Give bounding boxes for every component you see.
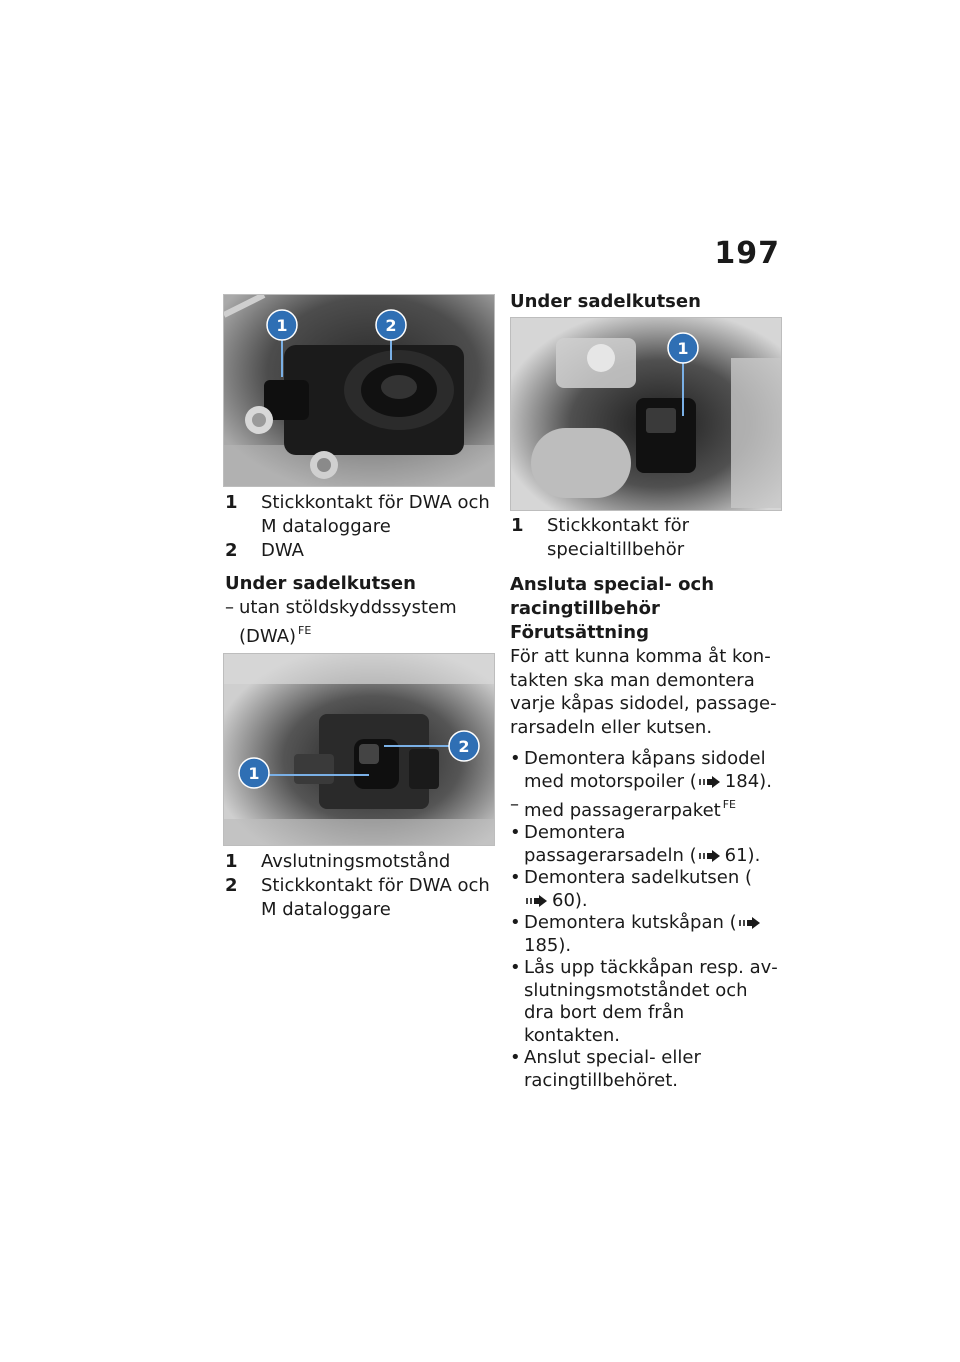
dash-mark: –: [225, 597, 234, 618]
bullet-mark: •: [510, 867, 521, 888]
page-reference-arrow-icon: [739, 917, 761, 929]
step-item: [510, 867, 778, 912]
bullet-mark: •: [510, 748, 521, 769]
page-reference[interactable]: 184: [724, 770, 760, 792]
step-tail: ).: [574, 889, 588, 911]
condition-text: med passagerarpaket: [524, 800, 721, 821]
page-reference-arrow-icon: [699, 850, 721, 862]
step-text: Anslut special- eller racingtillbehöret.: [524, 1047, 701, 1091]
step-item: [510, 912, 778, 957]
figure-3-photo: [510, 317, 782, 511]
page-reference-arrow-icon: [699, 776, 721, 788]
step-item: [510, 957, 778, 1047]
figure-1-callout-1: 1: [276, 316, 288, 335]
step-text: Demontera passagerarsadeln (: [524, 822, 697, 866]
legend-text: DWA: [261, 540, 304, 561]
legend-text: Stickkontakt för specialtillbehör: [547, 515, 690, 560]
legend-number: 1: [225, 851, 238, 872]
step-item: [510, 748, 778, 793]
section-subheading: Förutsättning: [510, 622, 649, 643]
step-text: Lås upp täckkåpan resp. avslutningsmotståndet och dra bort dem från kontakten.: [524, 957, 778, 1046]
figure-3-callout-1: 1: [677, 339, 689, 358]
figure-2-photo: [223, 653, 495, 846]
figure-2-legend: [225, 850, 490, 922]
figure-1-photo: [223, 294, 495, 487]
legend-text: Avslutningsmotstånd: [261, 851, 451, 872]
page-reference[interactable]: 60: [552, 889, 575, 911]
figure-3-legend: [511, 514, 779, 562]
page-reference[interactable]: 185: [524, 934, 559, 956]
bullet-mark: •: [510, 957, 521, 978]
condition-superscript: FE: [722, 798, 736, 811]
step-text: Demontera kåpans sidodel med motorspoiler (: [524, 748, 766, 792]
legend-item: [511, 514, 779, 562]
figure-1-legend: [225, 491, 490, 563]
legend-item: [225, 850, 490, 874]
legend-number: 2: [225, 875, 238, 896]
legend-number: 1: [225, 492, 238, 513]
legend-item: [225, 539, 490, 563]
condition-superscript: FE: [298, 624, 312, 637]
legend-item: [225, 491, 490, 539]
bullet-mark: •: [510, 912, 521, 933]
figure-2-callout-2: 2: [458, 737, 470, 756]
bullet-mark: •: [510, 822, 521, 843]
figure-1-callout-2: 2: [385, 316, 397, 335]
dash-mark: –: [510, 794, 519, 815]
section-1: [225, 572, 493, 648]
step-text: Demontera sadelkutsen (: [524, 867, 753, 888]
figure-2-callout-1: 1: [248, 764, 260, 783]
section-heading: Under sadelkutsen: [225, 573, 416, 594]
section-2-heading: Under sadelkutsen: [510, 291, 701, 312]
legend-number: 2: [225, 540, 238, 561]
step-tail: ).: [747, 844, 761, 866]
page-reference[interactable]: 61: [724, 844, 748, 866]
step-item: [510, 1047, 778, 1092]
legend-number: 1: [511, 515, 524, 536]
bullet-mark: •: [510, 1047, 521, 1068]
page-reference-arrow-icon: [526, 895, 548, 907]
step-item: [510, 822, 778, 867]
section-heading: Ansluta special- och racingtillbehör: [510, 574, 715, 619]
intro-paragraph: För att kunna komma åt kontakten ska man demontera varje kåpas sidodel, passagerarsadeln eller kutsen.: [510, 646, 777, 738]
legend-item: [225, 874, 490, 922]
condition-text: utan stöldskyddssystem (DWA): [239, 597, 457, 647]
step-tail: ).: [558, 934, 572, 956]
legend-text: Stickkontakt för DWA och M dataloggare: [261, 492, 490, 537]
page-number: 197: [714, 236, 780, 271]
condition-line: [225, 596, 493, 648]
legend-text: Stickkontakt för DWA och M dataloggare: [261, 875, 490, 920]
section-3: [510, 573, 778, 1092]
step-text: Demontera kutskåpan (: [524, 912, 737, 933]
condition-line: [510, 793, 778, 822]
step-tail: ).: [759, 770, 772, 792]
